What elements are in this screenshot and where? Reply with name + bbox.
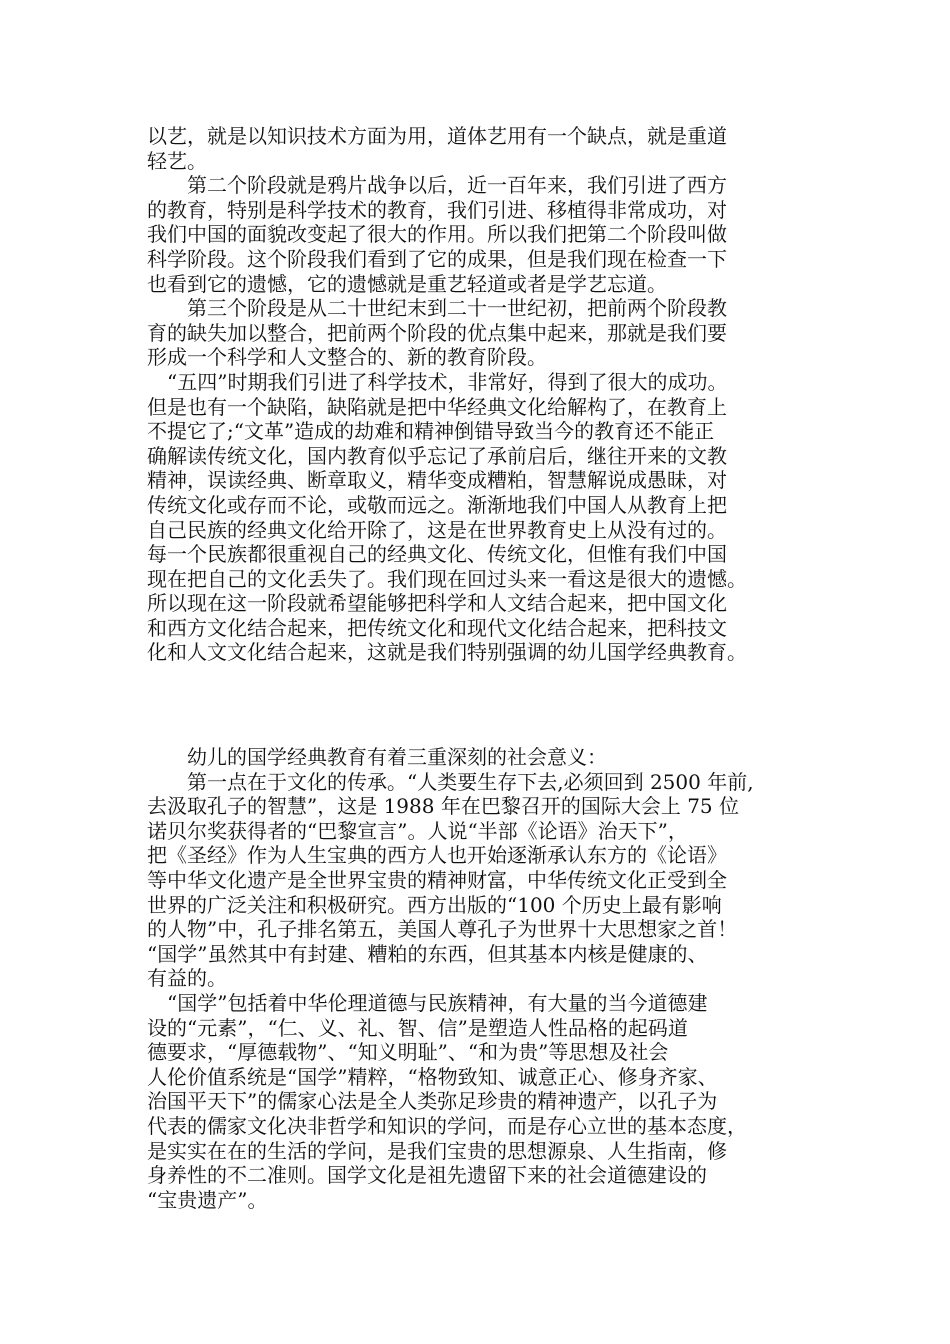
text-line: 第二个阶段就是鸦片战争以后，近一百年来，我们引进了西方 [147,173,727,198]
text-line: 德要求，“厚德载物”、“知义明耻”、“和为贵”等思想及社会 [147,1040,669,1065]
text-line: “五四”时期我们引进了科学技术，非常好，得到了很大的成功。 [147,369,728,394]
text-line: 的人物”中，孔子排名第五，美国人尊孔子为世界十大思想家之首！ [147,917,738,942]
text-line: 幼儿的国学经典教育有着三重深刻的社会意义： [147,745,607,769]
text-line: 传统文化或存而不论，或敬而远之。渐渐地我们中国人从教育上把 [147,492,727,517]
text-line: 自己民族的经典文化给开除了，这是在世界教育史上从没有过的。 [147,517,727,542]
text-line: 现在把自己的文化丢失了。我们现在回过头来一看这是很大的遗憾。 [147,566,747,591]
text-line: 确解读传统文化，国内教育似乎忘记了承前启后，继往开来的文教 [147,443,727,468]
text-line: 世界的广泛关注和积极研究。西方出版的“100 个历史上最有影响 [147,892,722,917]
text-line: 但是也有一个缺陷，缺陷就是把中华经典文化给解构了，在教育上 [147,394,727,419]
text-line: 每一个民族都很重视自己的经典文化、传统文化，但惟有我们中国 [147,542,727,567]
text-line: 人伦价值系统是“国学”精粹，“格物致知、诚意正心、修身齐家、 [147,1064,718,1089]
text-line: 身养性的不二准则。国学文化是祖先遗留下来的社会道德建设的 [147,1163,707,1188]
text-line: 第一点在于文化的传承。“人类要生存下去,必须回到 2500 年前, [147,769,754,794]
text-line: 不提它了;“文革”造成的劫难和精神倒错导致当今的教育还不能正 [147,419,715,444]
text-section-education-stages [147,124,807,665]
text-line: “宝贵遗产”。 [147,1187,268,1212]
text-line: 所以现在这一阶段就希望能够把科学和人文结合起来，把中国文化 [147,591,727,616]
text-line: 育的缺失加以整合，把前两个阶段的优点集中起来，那就是我们要 [147,320,727,345]
text-line: 的教育，特别是科学技术的教育，我们引进、移植得非常成功，对 [147,197,727,222]
text-line: 是实实在在的生活的学问，是我们宝贵的思想源泉、人生指南，修 [147,1138,727,1163]
text-line: 也看到它的遗憾，它的遗憾就是重艺轻道或者是学艺忘道。 [147,271,667,296]
text-line: “国学”包括着中华伦理道德与民族精神，有大量的当今道德建 [147,990,708,1015]
text-line: 有益的。 [147,966,227,991]
text-line: 我们中国的面貌改变起了很大的作用。所以我们把第二个阶段叫做 [147,222,727,247]
text-line: 轻艺。 [147,148,207,173]
text-line: 去汲取孔子的智慧”，这是 1988 年在巴黎召开的国际大会上 75 位 [147,794,740,819]
text-line: 化和人文文化结合起来，这就是我们特别强调的幼儿国学经典教育。 [147,640,747,665]
text-line: 治国平天下”的儒家心法是全人类弥足珍贵的精神遗产，以孔子为 [147,1089,718,1114]
text-line: 以艺，就是以知识技术方面为用，道体艺用有一个缺点，就是重道 [147,124,727,148]
text-section-social-significance [147,745,807,1212]
text-line: 设的“元素”，“仁、义、礼、智、信”是塑造人性品格的起码道 [147,1015,688,1040]
text-line: 等中华文化遗产是全世界宝贵的精神财富，中华传统文化正受到全 [147,867,727,892]
text-line: 诺贝尔奖获得者的“巴黎宣言”。人说“半部《论语》治天下”， [147,818,688,843]
text-line: 代表的儒家文化决非哲学和知识的学问，而是存心立世的基本态度， [147,1113,747,1138]
text-line: 把《圣经》作为人生宝典的西方人也开始逐渐承认东方的《论语》 [147,843,727,868]
text-line: 科学阶段。这个阶段我们看到了它的成果，但是我们现在检查一下 [147,246,727,271]
text-line: 第三个阶段是从二十世纪末到二十一世纪初，把前两个阶段教 [147,296,727,321]
text-line: 形成一个科学和人文整合的、新的教育阶段。 [147,345,547,370]
text-line: 和西方文化结合起来，把传统文化和现代文化结合起来，把科技文 [147,615,727,640]
text-line: 精神，误读经典、断章取义，精华变成糟粕，智慧解说成愚昧，对 [147,468,727,493]
text-line: “国学”虽然其中有封建、糟粕的东西，但其基本内核是健康的、 [147,941,708,966]
